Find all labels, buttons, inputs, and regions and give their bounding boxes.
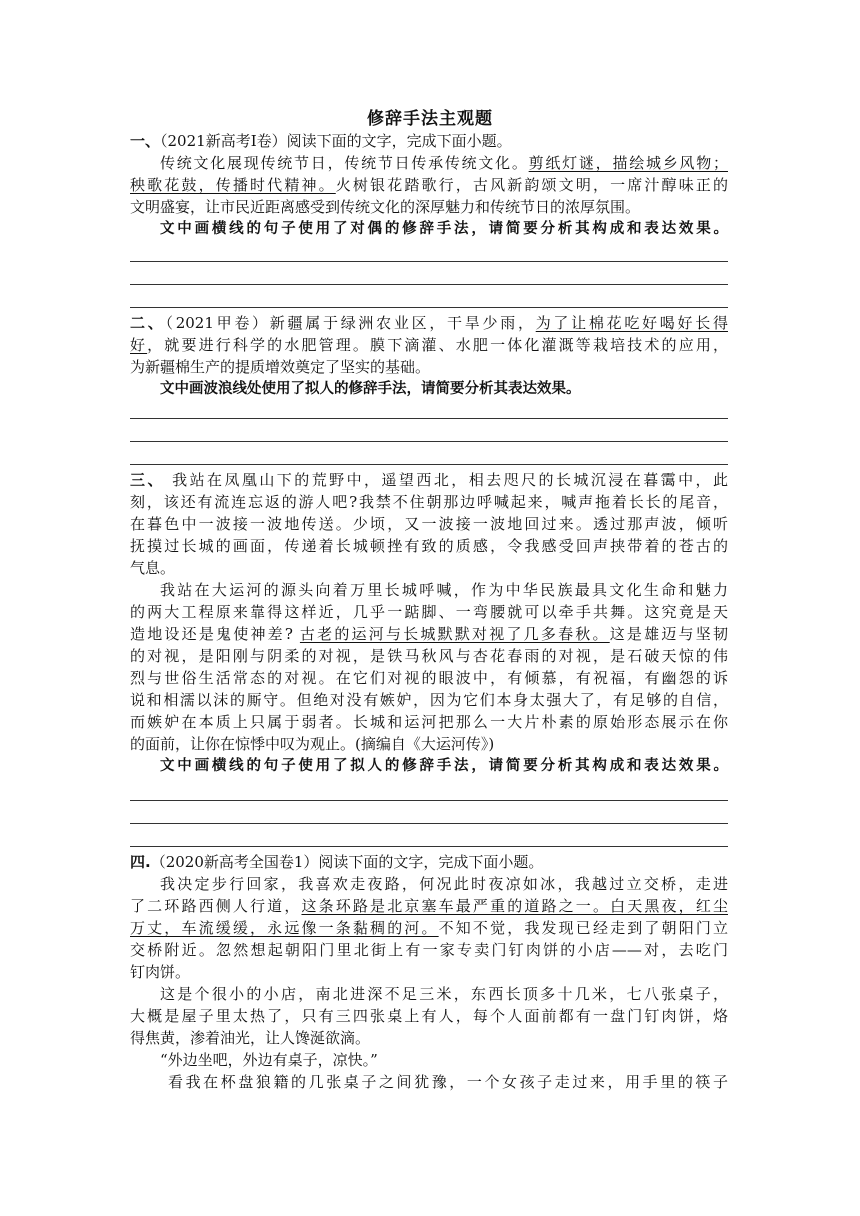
answer-line[interactable]	[130, 800, 728, 801]
answer-line[interactable]	[130, 464, 728, 465]
question-2	[130, 312, 728, 400]
q3-text-line: 气息。	[130, 559, 176, 577]
q4-text-line: 钉肉饼。	[130, 963, 191, 981]
q2-prompt: 文中画波浪线处使用了拟人的修辞手法，请简要分析其表达效果。	[160, 381, 581, 397]
q4-text-line: 我决定步行回家，我喜欢走夜路，何况此时夜凉如冰，我越过立交桥，走进	[160, 875, 728, 893]
q3-underlined-sentence: 古老的运河与长城默默对视了几多春秋。	[299, 625, 610, 643]
q1-underlined-sentence: 剪纸灯谜，描绘城乡风物；	[528, 154, 728, 172]
q4-number: 四.	[130, 853, 151, 871]
q3-number: 三、	[130, 471, 165, 489]
q3-text-line: 在暮色中一波接一波地传送。少顷，又一波接一波地回过来。透过那声波，倾听	[130, 515, 728, 533]
q2-text-line: 二、（2021甲卷）新疆属于绿洲农业区，干旱少雨，为了让棉花吃好喝好长得	[130, 314, 728, 332]
answer-line[interactable]	[130, 846, 728, 847]
q2-number: 二、	[130, 314, 166, 332]
q1-prompt: 文中画横线的句子使用了对偶的修辞手法，请简要分析其构成和表达效果。	[160, 221, 728, 237]
q4-text-line: 看我在杯盘狼籍的几张桌子之间犹豫，一个女孩子走过来，用手里的筷子	[168, 1073, 728, 1091]
q3-text-line: 三、 我站在凤凰山下的荒野中，遥望西北，相去咫尺的长城沉浸在暮霭中，此	[130, 471, 728, 489]
answer-line[interactable]	[130, 418, 728, 419]
q1-text-line: 传统文化展现传统节日，传统节日传承传统文化。剪纸灯谜，描绘城乡风物；	[160, 154, 728, 172]
q3-text-line: 而嫉妒在本质上只属于弱者。长城和运河把那么一大片朴素的原始形态展示在你	[130, 713, 728, 731]
q4-text-line: 万丈，车流缓缓，永远像一条黏稠的河。不知不觉，我发现已经走到了朝阳门立	[130, 919, 728, 937]
q3-text-line: 造地设还是鬼使神差? 古老的运河与长城默默对视了几多春秋。这是雄迈与坚韧	[130, 625, 728, 643]
q1-source: （2021新高考Ⅰ卷）阅读下面的文字，完成下面小题。	[160, 132, 512, 150]
q4-quote: “外边坐吧，外边有桌子，凉快。”	[160, 1051, 378, 1069]
q2-marked-phrase: 为了让棉花吃好喝好长得	[535, 314, 728, 332]
q1-underlined-sentence: 秧歌花鼓，传播时代精神。	[130, 176, 336, 194]
page-title: 修辞手法主观题	[367, 109, 493, 129]
q4-text-line: 了二环路西侧人行道，这条环路是北京塞车最严重的道路之一。白天黑夜，红尘	[130, 897, 728, 915]
answer-line[interactable]	[130, 823, 728, 824]
question-1	[130, 130, 728, 240]
q2-text-line: 为新疆棉生产的提质增效奠定了坚实的基础。	[130, 358, 431, 376]
q4-source: （2020新高考全国卷1）阅读下面的文字，完成下面小题。	[150, 853, 544, 871]
q1-text-line: 秧歌花鼓，传播时代精神。火树银花踏歌行，古风新韵颂文明，一席汁醇味正的	[130, 176, 728, 194]
q2-marked-phrase: 好	[130, 336, 148, 354]
answer-line[interactable]	[130, 307, 728, 308]
q3-text-line: 刻，该还有流连忘返的游人吧?我禁不住朝那边呼喊起来，喊声拖着长长的尾音，	[130, 493, 728, 511]
q1-header	[130, 130, 728, 152]
q4-header	[130, 851, 728, 873]
q4-text-line: 得焦黄，渗着油光，让人馋涎欲滴。	[130, 1029, 371, 1047]
q4-underlined-sentence: 这条环路是北京塞车最严重的道路之一。白天黑夜，红尘	[301, 897, 728, 915]
q1-number: 一、	[130, 132, 161, 150]
q4-text-line: 这是个很小的小店，南北进深不足三米，东西长顶多十几米，七八张桌子，	[160, 985, 728, 1003]
q4-text-line: 交桥附近。忽然想起朝阳门里北街上有一家专卖门钉肉饼的小店——对，去吃门	[130, 941, 728, 959]
q3-text-line: 我站在大运河的源头向着万里长城呼喊，作为中华民族最具文化生命和魅力	[160, 581, 728, 599]
q3-text-line: 的两大工程原来靠得这样近，几乎一踮脚、一弯腰就可以牵手共舞。这究竟是天	[130, 603, 728, 621]
q3-text-line: 说和相濡以沫的厮守。但绝对没有嫉妒，因为它们本身太强大了，有足够的自信，	[130, 691, 728, 709]
q4-text-line: 大概是屋子里太热了，只有三四张桌上有人，每个人面前都有一盘门钉肉饼，烙	[130, 1007, 728, 1025]
q3-prompt: 文中画横线的句子使用了拟人的修辞手法，请简要分析其构成和表达效果。	[160, 758, 728, 774]
answer-line[interactable]	[130, 441, 728, 442]
q2-text-line: 好，就要进行科学的水肥管理。膜下滴灌、水肥一体化灌溉等栽培技术的应用，	[130, 336, 728, 354]
q4-underlined-sentence: 万丈，车流缓缓，永远像一条黏稠的河。	[130, 919, 439, 937]
answer-line[interactable]	[130, 284, 728, 285]
q3-text-line: 烈与世俗生活常态的对视。在它们对视的眼波中，有倾慕，有祝福，有幽怨的诉	[130, 669, 728, 687]
question-4	[130, 851, 728, 1093]
q1-text-line: 文明盛宴，让市民近距离感受到传统文化的深厚魅力和传统节日的浓厚氛围。	[130, 198, 641, 216]
question-3	[130, 469, 728, 777]
q3-text-line: 抚摸过长城的画面，传递着长城顿挫有致的质感，令我感受回声挟带着的苍古的	[130, 537, 728, 555]
q3-text-line: 的对视，是阳刚与阴柔的对视，是铁马秋风与杏花春雨的对视，是石破天惊的伟	[130, 647, 728, 665]
q3-text-line: 的面前，让你在惊悸中叹为观止。(摘编自《大运河传》)	[130, 735, 495, 753]
answer-line[interactable]	[130, 261, 728, 262]
